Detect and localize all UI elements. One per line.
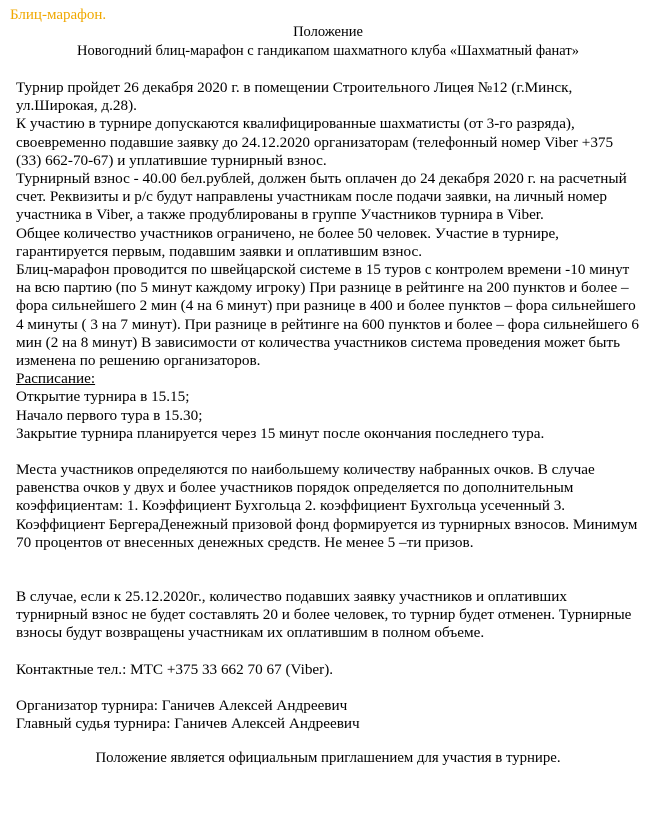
corner-title: Блиц-марафон.	[10, 7, 107, 23]
schedule-closing: Закрытие турнира планируется через 15 минут после окончания последнего тура.	[16, 424, 545, 442]
organizer-line: Организатор турнира: Ганичев Алексей Андреевич	[16, 696, 348, 714]
fee-paragraph: Турнирный взнос - 40.00 бел.рублей, должен быть оплачен до 24 декабря 2020 г. на расчетный счет. Реквизиты и р/с будут направлены участникам после подачи заявки, на личный номер участника в Viber, а также продублированы в группе Участников турнира в Viber.	[16, 170, 627, 224]
cancellation-paragraph: В случае, если к 25.12.2020г., количество подавших заявку участников и оплативших турнирный взнос не будет составлять 20 и более человек, то турнир будет отменен. Турнирные взносы будут возвращены участникам их оплатившим в полном объеме.	[16, 588, 632, 642]
spacer	[16, 552, 640, 588]
document-title: Положение	[293, 24, 363, 40]
chief-judge-line: Главный судья турнира: Ганичев Алексей Андреевич	[16, 715, 360, 733]
spacer	[16, 643, 640, 661]
ranking-paragraph: Места участников определяются по наибольшему количеству набранных очков. В случае равенства очков у двух и более участников порядок определяется по дополнительным коэффициентам: 1. Коэффициент Бухгольца 2. коэффициент Бухгольца усеченный 3. Коэффициент БергераДенежный призовой фонд формируется из турнирных взносов. Минимум 70 процентов от внесенных денежных средств. Не менее 5 –ти призов.	[16, 461, 638, 551]
document-subtitle: Новогодний блиц-марафон с гандикапом шахматного клуба «Шахматный фанат»	[77, 43, 579, 59]
spacer	[16, 443, 640, 461]
limit-paragraph: Общее количество участников ограничено, не более 50 человек. Участие в турнире, гарантируется первым, подавшим заявки и оплатившим взнос.	[16, 224, 559, 260]
document-header	[16, 23, 640, 61]
venue-paragraph: Турнир пройдет 26 декабря 2020 г. в помещении Строительного Лицея №12 (г.Минск, ул.Широкая, д.28).	[16, 79, 573, 115]
schedule-heading: Расписание:	[16, 370, 96, 388]
contacts-line: Контактные тел.: МТС +375 33 662 70 67 (Viber).	[16, 660, 334, 678]
system-paragraph: Блиц-марафон проводится по швейцарской системе в 15 туров с контролем времени -10 минут на всю партию (по 5 минут каждому игроку) При разнице в рейтинге на 200 пунктов и более – фора сильнейшего 2 мин (4 на 6 минут) при разнице в 400 и более пунктов – фора сильнейшего 4 минуты ( 3 на 7 минут). При разнице в рейтинге на 600 пунктов и более – фора сильнейшего 6 мин (2 на 8 минут) В зависимости от количества участников система проведения может быть изменена по решению организаторов.	[16, 261, 639, 370]
schedule-opening: Открытие турнира в 15.15;	[16, 388, 190, 406]
schedule-first-round: Начало первого тура в 15.30;	[16, 406, 203, 424]
footer-note: Положение является официальным приглашением для участия в турнире.	[95, 750, 561, 767]
eligibility-paragraph: К участию в турнире допускаются квалифицированные шахматисты (от 3-го разряда), своевременно подавшие заявку до 24.12.2020 организаторам (телефонный номер Viber +375 (33) 662-70-67) и уплатившие турнирный взнос.	[16, 115, 614, 169]
document-body	[16, 79, 640, 733]
spacer	[16, 679, 640, 697]
